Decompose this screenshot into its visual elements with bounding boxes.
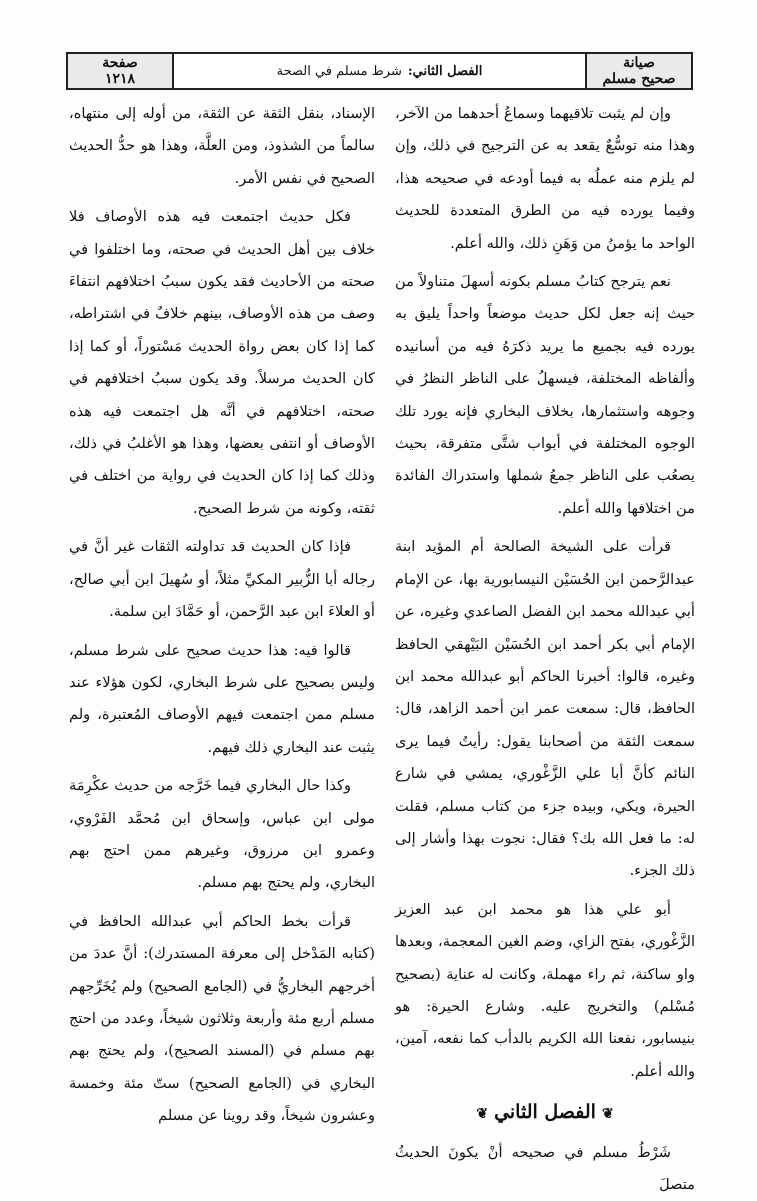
right-closing-line: شَرْطُ مسلم في صحيحه أنْ يكونَ الحديثُ متصلَ	[395, 1143, 695, 1193]
right-column	[395, 98, 695, 1201]
page-label: صفحة	[102, 55, 138, 71]
left-paragraph-5: وكذا حال البخاري فيما خَرَّجه من حديث عكْرِمَة مولى ابن عباس، وإسحاق ابن مُحمَّد الفَرْوي، وعمرو ابن مرزوق، وغيرهم ممن احتج بهم البخاري، ولم يحتج بهم مسلم.	[69, 777, 375, 892]
left-column	[69, 98, 375, 1133]
book-title-line2: صحيح مسلم	[602, 71, 676, 87]
right-paragraph-2: نعم يترجح كتابُ مسلم بكونه أسهلَ متناولاً من حيث إنه جعل لكل حديث موضعاً واحداً يليق به يورده فيه بجميع ما يريد ذكرَهُ فيه من أسانيده وألفاظه المختلفة، فيسهلُ على الناظر النظرُ في وجوهه واستثمارها، بخلاف البخاري فإنه يورد تلك الوجوه المختلفة في أبواب شتَّى متفرقة، بحيث يصعُب على الناظر جمعُ شملها واستدراك الفائدة من اختلافها والله أعلم.	[395, 273, 695, 517]
page-header	[66, 52, 693, 90]
section-title	[395, 1096, 695, 1130]
page-number-cell	[68, 54, 174, 88]
book-title-line1: صيانة	[623, 55, 655, 71]
chapter-subtitle: شرط مسلم في الصحة	[276, 63, 402, 79]
right-paragraph-3: قرأت على الشيخة الصالحة أم المؤيد ابنة عبدالرَّحمن ابن الحُسَيْن النيسابورية بها، عن الإمام أبي عبدالله محمد ابن الفضل الصاعدي وغيره، عن الإمام أبي بكر أحمد ابن الحُسَيْن البَيْهقي الحافظ وغيره، قالوا: أخبرنا الحاكم أبو عبدالله محمد ابن الحافظ، قال: سمعت عمر ابن أحمد الزاهد، قال: سمعت الثقة من أصحابنا يقول: رأيتُ فيما يرى النائم كأنَّ أبا علي الزَّغْوري، يمشي في شارع الحيرة، ويكي، وبيده جزء من كتاب مسلم، فقلت له: ما فعل الله بك؟ فقال: نجوت بهذا وأشار إلى ذلك الجزء.	[395, 538, 695, 880]
page-number: ١٢١٨	[104, 71, 136, 87]
section-title-text: الفصل الثاني	[494, 1101, 596, 1124]
left-paragraph-1: الإسناد، بنقل الثقة عن الثقة، من أوله إلى منتهاه، سالماً من الشذوذ، ومن العلَّة، وهذا هو حدُّ الحديث الصحيح في نفس الأمر.	[69, 105, 375, 187]
left-paragraph-3: فإذا كان الحديث قد تداولته الثقات غير أنَّ في رجاله أبا الزُّبير المكيِّ مثلاً، أو سُهيلَ ابن أبي صالح، أو العلاءَ ابن عبد الرَّحمن، أو حَمَّادَ ابن سلمة.	[69, 538, 375, 621]
chapter-heading	[174, 54, 585, 88]
right-paragraph-1: وإن لم يثبت تلاقيهما وسماعُ أحدهما من الآخر، وهذا منه توسُّعٌ يقعد به عن الترجيح في ذلك، وإن لم يلزم منه عملُه به فيما أودعه في صحيحه هذا، وفيما يورده فيه من الطرق المتعددة للحديث الواحد ما يؤمنُ من وَهَنِ ذلك، والله أعلم.	[395, 105, 695, 252]
left-paragraph-6: قرأت بخط الحاكم أبي عبدالله الحافظ في (كتابه المَدْخل إلى معرفة المستدرك): أنَّ عددَ من أخرجهم البخاريُّ في (الجامع الصحيح) ولم يُخَرِّجهم مسلم أربع مئة وأربعة وثلاثون شيخاً، وعدد من احتج بهم مسلم في (المسند الصحيح)، ولم يحتج بهم البخاري في (الجامع الصحيح) ستّ مئة وخمسة وعشرون شيخاً، وقد روينا عن مسلم	[69, 912, 375, 1125]
left-paragraph-2: فكل حديث اجتمعت فيه هذه الأوصاف فلا خلاف بين أهل الحديث في صحته، وما اختلفوا في صحته من الأحاديث فقد يكون سببُ اختلافهم انتفاءَ وصف من هذه الأوصاف، بينهم خلافٌ في اشتراطه، كما إذا كان بعض رواة الحديث مَسْتوراً، أو كما إذا كان الحديث مرسلاً. وقد يكون سببُ اختلافهم في صحته، اختلافهم في أنَّه هل اجتمعت فيه هذه الأوصاف أو انتفى بعضها، وهذا هو الأغلبُ في ذلك، وذلك كما إذا كان الحديث في رواية من اختلف في ثقته، وكونه من شرط الصحيح.	[69, 208, 375, 517]
right-paragraph-4: أبو علي هذا هو محمد ابن عبد العزيز الزَّغْوري، بفتح الزاي، وضم الغين المعجمة، وبعدها واو ساكنة، ثم راء مهملة، وكانت له عناية (بصحيح مُسْلم) والتخريج عليه. وشارع الحيرة: هو بنيسابور، نفعنا الله الكريم بالدأب كما نفعه، آمين، والله أعلم.	[395, 900, 695, 1080]
left-paragraph-4: قالوا فيه: هذا حديث صحيح على شرط مسلم، وليس بصحيح على شرط البخاري، لكون هؤلاء عند مسلم ممن اجتمعت فيهم الأوصاف المُعتبرة، ولم يثبت عند البخاري ذلك فيهم.	[69, 641, 375, 756]
book-title-cell	[585, 54, 691, 88]
chapter-label: الفصل الثاني:	[407, 63, 483, 79]
ornament-icon: ❦	[601, 1106, 614, 1123]
ornament-icon: ❦	[476, 1106, 489, 1123]
